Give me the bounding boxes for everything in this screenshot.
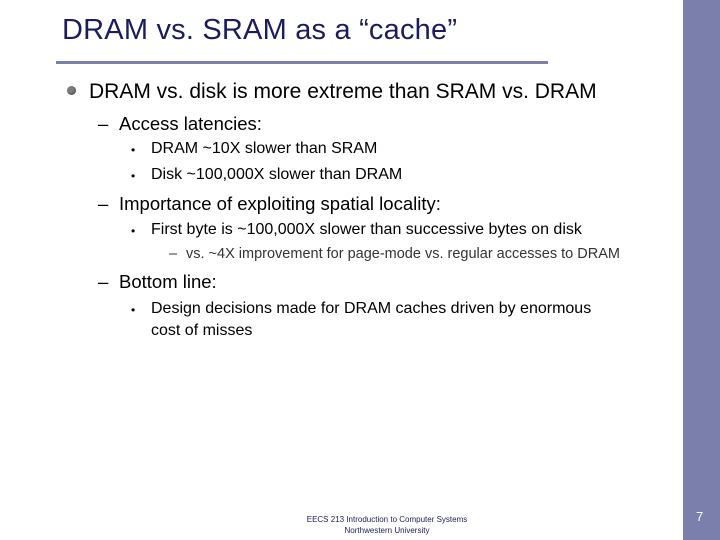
main-bullet-text: DRAM vs. disk is more extreme than SRAM vs. DRAM (89, 80, 597, 103)
right-accent-bar (683, 0, 720, 540)
dot-marker: • (131, 169, 136, 183)
list-item: Design decisions made for DRAM caches driven by enormous (151, 300, 592, 317)
dot-marker: • (131, 303, 136, 317)
sub-list-item: vs. ~4X improvement for page-mode vs. regular accesses to DRAM (186, 246, 620, 262)
page-number: 7 (696, 509, 704, 524)
list-item: Disk ~100,000X slower than DRAM (151, 166, 403, 183)
section-label-spatial-locality: Importance of exploiting spatial locality: (119, 193, 441, 214)
footer-university: Northwestern University (344, 526, 430, 535)
dash-marker: – (98, 113, 109, 134)
round-bullet-icon (67, 86, 76, 95)
list-item: DRAM ~10X slower than SRAM (151, 140, 378, 157)
dot-marker: • (131, 143, 136, 157)
footer (282, 514, 492, 536)
footer-course: EECS 213 Introduction to Computer Systems (306, 515, 468, 524)
dash-marker: – (98, 193, 109, 214)
dot-marker: • (131, 224, 136, 238)
title-underline (56, 61, 548, 64)
dash-marker: – (98, 271, 109, 292)
dash-marker: – (169, 246, 178, 262)
list-item: First byte is ~100,000X slower than successive bytes on disk (151, 221, 582, 238)
list-item-continuation: cost of misses (151, 322, 253, 339)
section-label-access-latencies: Access latencies: (119, 113, 262, 134)
slide-title: DRAM vs. SRAM as a “cache” (62, 14, 458, 46)
section-label-bottom-line: Bottom line: (119, 271, 217, 292)
